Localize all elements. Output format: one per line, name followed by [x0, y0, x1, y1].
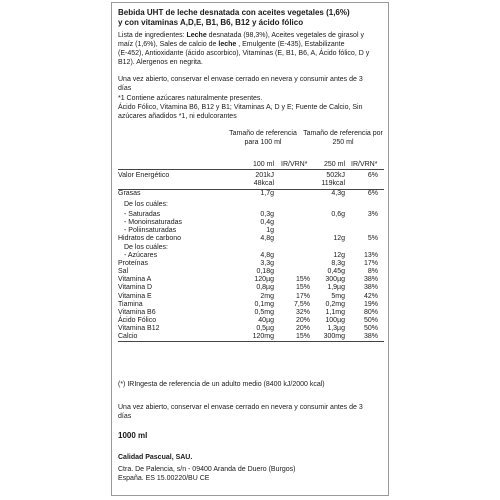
row-value-100ml: 120mg — [252, 333, 274, 340]
row-label: Sal — [118, 268, 129, 275]
row-ir-250ml: 6% — [367, 190, 378, 197]
row-value-100ml: 0,18g — [256, 268, 274, 275]
row-label: Vitamina E — [118, 293, 152, 300]
row-label: - Monoinsaturadas — [124, 219, 182, 226]
storage-top-line-1: Una vez abierto, conservar el envase cerrado en nevera y consumir antes de 3 — [118, 76, 363, 83]
row-value-100ml: 0,5mg — [254, 309, 274, 316]
table-top-rule — [118, 169, 384, 170]
row-ir-250ml: 3% — [367, 211, 378, 218]
row-ir-250ml: 42% — [363, 293, 378, 300]
col-ir-250-header: IR/VRN* — [351, 161, 378, 168]
address-line-2: España. ES 15.00220/BU CE — [118, 475, 210, 482]
row-value-250ml: 300µg — [325, 276, 345, 283]
row-label: Vitamina B12 — [118, 325, 160, 332]
row-value-100ml: 1,7g — [260, 190, 274, 197]
row-value-100ml: 3,3g — [260, 260, 274, 267]
row-ir-100ml: 20% — [295, 325, 310, 332]
row-value-100ml: 2mg — [260, 293, 274, 300]
row-value-250ml: 0,6g — [331, 211, 345, 218]
row-value-250ml: 1,1mg — [325, 309, 345, 316]
row-ir-100ml: 15% — [295, 284, 310, 291]
row-value-100ml: 0,8µg — [256, 284, 274, 291]
ingredients-line-3: (E-452), Antioxidante (ácido ascorbico), Vitaminas (E, B1, B6, A, Ácido fólico, D y — [118, 50, 370, 57]
row-value-250ml: 1,3µg — [327, 325, 345, 332]
row-label: Vitamina B6 — [118, 309, 156, 316]
row-ir-100ml: 15% — [295, 276, 310, 283]
row-ir-100ml: 15% — [295, 333, 310, 340]
energy-rule — [118, 189, 384, 190]
row-ir-250ml: 50% — [363, 317, 378, 324]
row-value-250ml: 1,9µg — [327, 284, 345, 291]
row-label: Valor Energético — [118, 172, 170, 179]
row-ir-250ml: 19% — [363, 301, 378, 308]
row-value-250ml: 8,3g — [331, 260, 345, 267]
row-value-250ml: 300mg — [323, 333, 345, 340]
row-label: Calcio — [118, 333, 138, 340]
row-value-100ml: 0,4g — [260, 219, 274, 226]
row-ir-250ml: 8% — [367, 268, 378, 275]
col-250ml-header: 250 ml — [323, 161, 345, 168]
row-value-100ml: 120µg — [254, 276, 274, 283]
row-value-250ml: 502kJ — [326, 172, 345, 179]
row-ir-250ml: 50% — [363, 325, 378, 332]
row-ir-250ml: 38% — [363, 333, 378, 340]
ref-250-header-line-1: Tamaño de referencia por — [303, 130, 383, 137]
row-ir-250ml: 38% — [363, 276, 378, 283]
row-value-100ml: 0,3g — [260, 211, 274, 218]
table-bottom-rule — [118, 341, 384, 342]
ir-footnote: (*) IRIngesta de referencia de un adulto medio (8400 kJ/2000 kcal) — [118, 381, 325, 388]
row-label: De los cuáles: — [124, 244, 168, 251]
row-ir-250ml: 13% — [363, 252, 378, 259]
row-label: De los cuáles: — [124, 201, 168, 208]
row-label: Vitamina A — [118, 276, 152, 283]
row-value-100ml: 201kJ — [255, 172, 274, 179]
row-label: Grasas — [118, 190, 141, 197]
row-label: Proteínas — [118, 260, 148, 267]
row-value-100ml: 48kcal — [253, 180, 274, 187]
product-title-line-1: Bebida UHT de leche desnatada con aceites vegetales (1,6%) — [118, 8, 350, 17]
row-ir-100ml: 17% — [295, 293, 310, 300]
row-label: - Poliinsaturadas — [124, 227, 177, 234]
storage-bottom-line-1: Una vez abierto, conservar el envase cerrado en nevera y consumir antes de 3 — [118, 404, 363, 411]
row-label: - Azúcares — [124, 252, 158, 259]
row-value-100ml: 4,8g — [260, 235, 274, 242]
row-value-250ml: 0,2mg — [325, 301, 345, 308]
storage-bottom-line-2: días — [118, 413, 132, 420]
product-title-line-2: y con vitaminas A,D,E, B1, B6, B12 y ácido fólico — [118, 18, 304, 27]
row-value-100ml: 40µg — [258, 317, 274, 324]
row-ir-100ml: 7,5% — [294, 301, 310, 308]
row-ir-100ml: 20% — [295, 317, 310, 324]
ingredients-line-1: Lista de ingredientes: Leche desnatada (98,3%), Aceites vegetales de girasol y — [118, 32, 364, 39]
row-label: Vitamina D — [118, 284, 153, 291]
additions-line-1: Ácido Fólico, Vitamina B6, B12 y B1; Vitaminas A, D y E; Fuente de Calcio, Sin — [118, 104, 363, 111]
row-value-250ml: 12g — [333, 252, 345, 259]
ingredients-line-2: maíz (1,6%), Sales de calcio de leche , Emulgente (E-435), Estabilizante — [118, 41, 345, 48]
additions-line-2: azúcares añadidos *1, ni edulcorantes — [118, 113, 237, 120]
row-value-100ml: 0,5µg — [256, 325, 274, 332]
ref-250-header-line-2: 250 ml — [332, 139, 354, 146]
row-value-250ml: 0,45g — [327, 268, 345, 275]
row-value-250ml: 5mg — [331, 293, 345, 300]
net-volume: 1000 ml — [118, 431, 148, 440]
row-label: Hidratos de carbono — [118, 235, 182, 242]
row-ir-250ml: 6% — [367, 172, 378, 179]
col-ir-100-header: IR/VRN* — [281, 161, 308, 168]
row-ir-250ml: 80% — [363, 309, 378, 316]
company-name: Calidad Pascual, SAU. — [118, 454, 193, 461]
row-label: Tiamina — [118, 301, 143, 308]
ref-100-header-line-1: Tamaño de referencia — [229, 130, 297, 137]
row-ir-250ml: 17% — [363, 260, 378, 267]
row-ir-100ml: 32% — [295, 309, 310, 316]
row-value-250ml: 100µg — [325, 317, 345, 324]
row-ir-250ml: 5% — [367, 235, 378, 242]
row-value-100ml: 0,1mg — [254, 301, 274, 308]
col-100ml-header: 100 ml — [252, 161, 274, 168]
storage-top-line-2: días — [118, 85, 132, 92]
row-ir-250ml: 38% — [363, 284, 378, 291]
row-label: Ácido Fólico — [118, 317, 157, 324]
address-line-1: Ctra. De Palencia, s/n - 09400 Aranda de Duero (Burgos) — [118, 466, 296, 473]
row-value-100ml: 1g — [266, 227, 274, 234]
sugar-note: *1 Contiene azúcares naturalmente presentes. — [118, 95, 263, 102]
row-value-250ml: 4,3g — [331, 190, 345, 197]
row-value-250ml: 119kcal — [321, 180, 345, 187]
row-label: - Saturadas — [124, 211, 161, 218]
ref-100-header-line-2: para 100 ml — [244, 139, 282, 146]
row-value-100ml: 4,8g — [260, 252, 274, 259]
ingredients-line-4: B12). Alergenos en negrita. — [118, 59, 203, 66]
row-value-250ml: 12g — [333, 235, 345, 242]
